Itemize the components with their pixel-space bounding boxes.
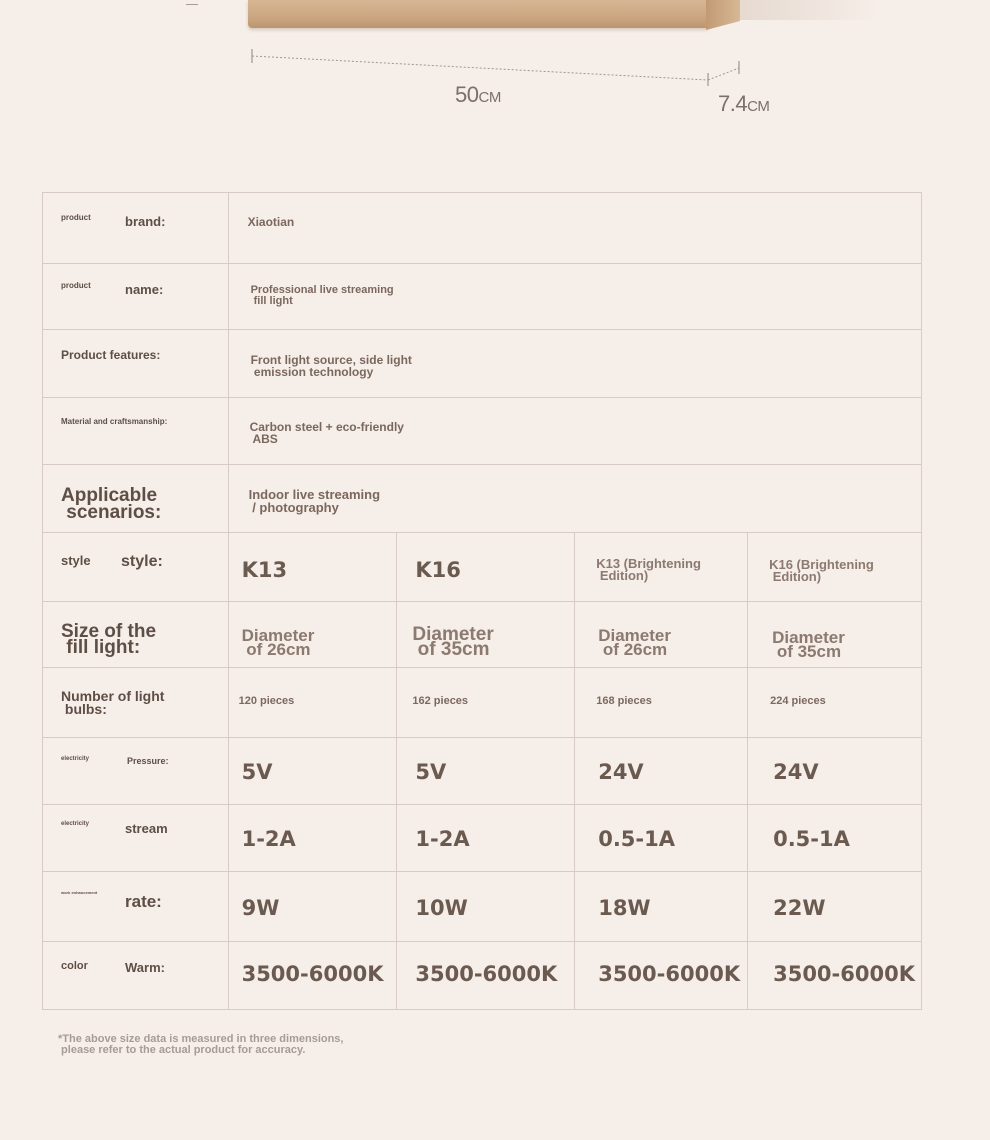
- label-cell: [43, 465, 229, 533]
- scenarios-value: Indoor live streaming / photography: [228, 465, 921, 533]
- current-value: 1-2A: [397, 805, 575, 872]
- spec-row-name: [43, 264, 922, 330]
- label-voltage: Pressure:: [127, 756, 169, 766]
- current-value: 0.5-1A: [748, 805, 922, 872]
- depth-unit: CM: [747, 98, 770, 115]
- product-drawing: [0, 0, 990, 160]
- size-value: Diameter of 35cm: [748, 602, 922, 668]
- spec-row-color: [43, 942, 922, 1010]
- color-value: 3500-6000K: [575, 942, 748, 1010]
- label-brand: brand:: [125, 214, 166, 229]
- current-value: 0.5-1A: [575, 805, 748, 872]
- depth-dimension: [718, 91, 769, 117]
- label-style: style:: [121, 553, 163, 570]
- features-value: Front light source, side light emission technology: [228, 330, 921, 398]
- label-bulbs: Number of light bulbs:: [61, 688, 165, 718]
- bulbs-value: 162 pieces: [397, 668, 575, 738]
- spec-row-style: [43, 533, 922, 602]
- spec-table: [42, 192, 922, 1010]
- label-cell: [43, 738, 229, 805]
- length-dimension: [455, 82, 501, 108]
- voltage-value: 24V: [748, 738, 922, 805]
- color-value: 3500-6000K: [748, 942, 922, 1010]
- label-cell: [43, 872, 229, 942]
- label-power: rate:: [125, 892, 162, 911]
- label-prefix: style: [61, 553, 91, 568]
- length-unit: CM: [478, 89, 501, 106]
- label-cell: [43, 330, 229, 398]
- label-cell: [43, 533, 229, 602]
- label-scenarios: Applicable scenarios:: [61, 485, 162, 524]
- label-prefix: electricity: [61, 756, 90, 762]
- voltage-value: 5V: [397, 738, 575, 805]
- style-value: K13 (Brightening Edition): [575, 533, 748, 602]
- bulbs-value: 224 pieces: [748, 668, 922, 738]
- color-value: 3500-6000K: [228, 942, 397, 1010]
- depth-value: 7.4: [718, 91, 748, 116]
- length-line: [252, 56, 708, 80]
- color-value: 3500-6000K: [397, 942, 575, 1010]
- spec-row-current: [43, 805, 922, 872]
- spec-row-brand: [43, 193, 922, 264]
- label-cell: [43, 805, 229, 872]
- spec-row-scenarios: [43, 465, 922, 533]
- label-current: stream: [125, 821, 168, 836]
- label-color: Warm:: [125, 960, 165, 975]
- power-value: 18W: [575, 872, 748, 942]
- depth-line: [708, 68, 739, 80]
- spec-row-size: [43, 602, 922, 668]
- label-prefix: work enhancement: [61, 890, 98, 895]
- voltage-value: 24V: [575, 738, 748, 805]
- bulbs-value: 120 pieces: [228, 668, 397, 738]
- label-cell: [43, 398, 229, 465]
- spec-row-power: [43, 872, 922, 942]
- label-features: Product features:: [61, 348, 161, 362]
- label-cell: [43, 264, 229, 330]
- label-size: Size of the fill light:: [61, 621, 157, 659]
- bulbs-value: 168 pieces: [575, 668, 748, 738]
- label-name: name:: [125, 282, 164, 297]
- style-value: K16: [397, 533, 575, 602]
- spec-row-features: [43, 330, 922, 398]
- power-value: 22W: [748, 872, 922, 942]
- power-value: 9W: [228, 872, 397, 942]
- spec-row-bulbs: [43, 668, 922, 738]
- spec-row-voltage: [43, 738, 922, 805]
- dimension-lines: [0, 0, 990, 160]
- brand-value: Xiaotian: [228, 193, 921, 264]
- label-prefix: electricity: [61, 821, 90, 827]
- spec-row-material: [43, 398, 922, 465]
- label-cell: [43, 942, 229, 1010]
- size-value: Diameter of 26cm: [228, 602, 397, 668]
- label-prefix: product: [61, 281, 91, 290]
- label-cell: [43, 668, 229, 738]
- label-cell: [43, 602, 229, 668]
- current-value: 1-2A: [228, 805, 397, 872]
- length-value: 50: [455, 82, 479, 107]
- size-value: Diameter of 35cm: [397, 602, 575, 668]
- material-value: Carbon steel + eco-friendly ABS: [228, 398, 921, 465]
- power-value: 10W: [397, 872, 575, 942]
- style-value: K16 (Brightening Edition): [748, 533, 922, 602]
- label-prefix: product: [61, 213, 91, 222]
- voltage-value: 5V: [228, 738, 397, 805]
- name-value: Professional live streaming fill light: [228, 264, 921, 330]
- style-value: K13: [228, 533, 397, 602]
- label-prefix: color: [61, 960, 88, 972]
- size-value: Diameter of 26cm: [575, 602, 748, 668]
- label-material: Material and craftsmanship:: [61, 417, 168, 426]
- footnote: *The above size data is measured in three dimensions, please refer to the actual product for accuracy.: [58, 1033, 344, 1056]
- label-cell: [43, 193, 229, 264]
